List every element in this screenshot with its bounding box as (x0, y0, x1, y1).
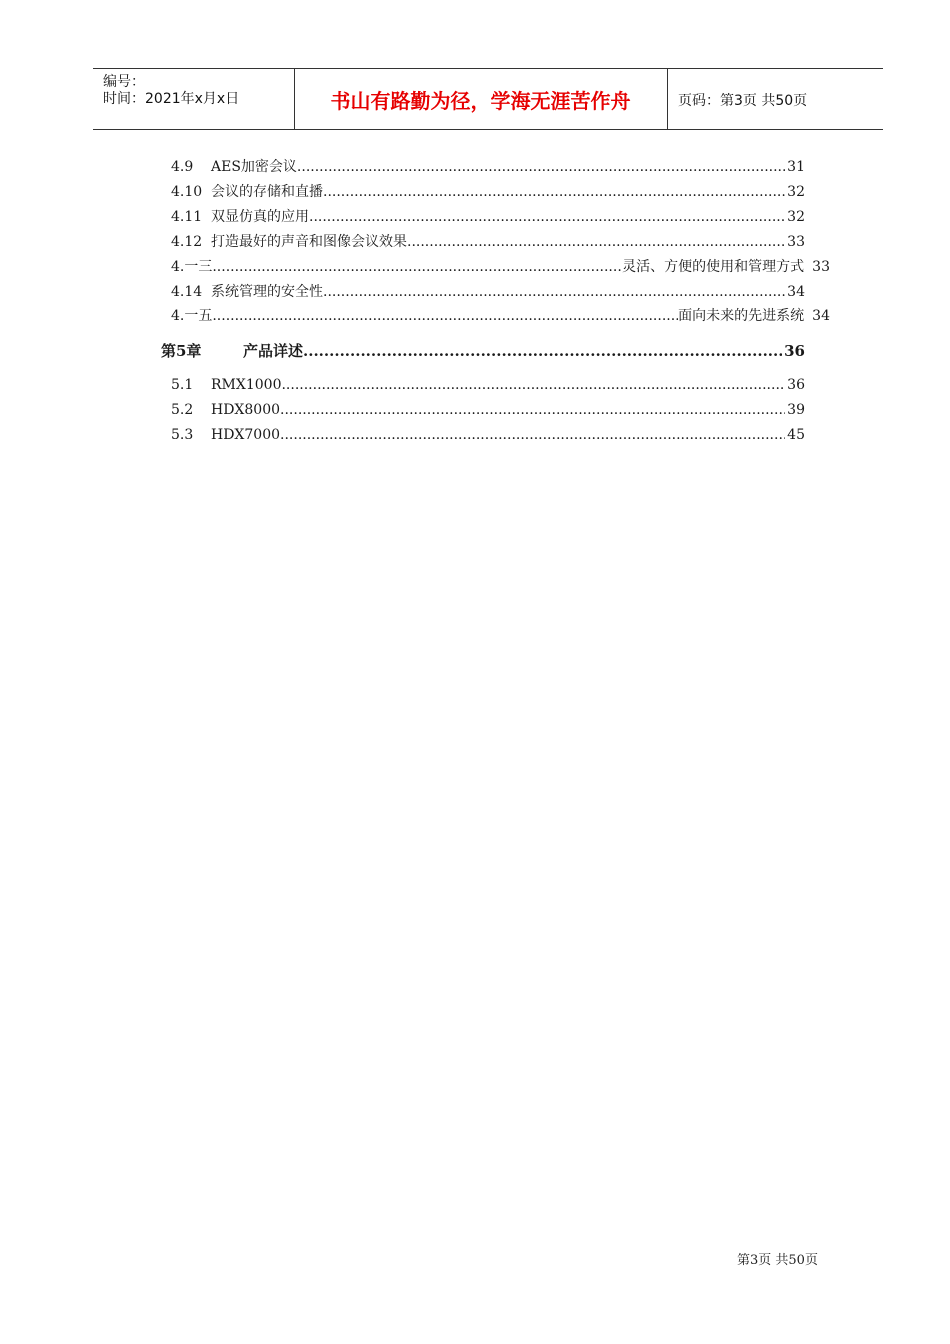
toc-entry[interactable] (171, 207, 805, 227)
toc-chapter-title: 产品详述 (243, 342, 304, 360)
toc-entry-page: 39 (787, 402, 805, 418)
toc-leader-dots (297, 157, 785, 177)
toc-entry-page: 34 (787, 284, 805, 300)
toc-entry[interactable] (171, 232, 805, 252)
toc-entry[interactable] (171, 375, 805, 395)
header-left-cell (93, 69, 295, 129)
toc-entry-page: 33 (812, 259, 830, 275)
toc-entry-number: 5.1 (171, 377, 194, 393)
toc-leader-dots (280, 400, 785, 420)
toc-entry-number: 4.14 (171, 284, 203, 300)
toc-entry-page: 34 (812, 308, 830, 324)
toc-entry-number: 4.11 (171, 209, 203, 225)
toc-leader-dots (323, 182, 785, 202)
serial-label: 编号： (103, 74, 145, 90)
toc-entry-title: 面向未来的先进系统 (678, 308, 805, 324)
toc-entry-title: 打造最好的声音和图像会议效果 (211, 234, 407, 250)
toc-entry-title: 系统管理的安全性 (211, 284, 323, 300)
toc-entry-page: 33 (787, 234, 805, 250)
toc-entry-number: 5.3 (171, 427, 194, 443)
toc-entry-number: 4.10 (171, 184, 203, 200)
toc-entry-page: 32 (787, 184, 805, 200)
toc-entry-title: HDX8000 (211, 402, 281, 418)
toc-chapter-entry[interactable] (161, 340, 805, 362)
toc-entry-title: HDX7000 (211, 427, 281, 443)
header-right-cell (668, 69, 883, 129)
toc-entry-title: 双显仿真的应用 (211, 209, 309, 225)
toc-entry-number: 4.12 (171, 234, 203, 250)
toc-leader-dots (281, 375, 785, 395)
toc-entry-number: 4.9 (171, 159, 194, 175)
time-label: 时间：2021年x月x日 (103, 91, 240, 107)
toc-chapter-page: 36 (784, 342, 805, 360)
toc-leader-dots (280, 425, 785, 445)
toc-entry[interactable] (171, 157, 805, 177)
toc-leader-dots (309, 207, 785, 227)
toc-entry[interactable] (171, 425, 805, 445)
page-footer: 第3页 共50页 (737, 1253, 818, 1268)
toc-entry-title: RMX1000 (211, 377, 282, 393)
toc-entry-number: 4.一五 (171, 308, 213, 324)
toc-entry-page: 36 (787, 377, 805, 393)
toc-leader-dots (212, 257, 622, 277)
toc-entry[interactable] (171, 400, 805, 420)
toc-entry-title: 灵活、方便的使用和管理方式 (622, 259, 805, 275)
toc-entry[interactable] (171, 282, 805, 302)
header-page-label: 页码：第3页 共50页 (678, 93, 808, 109)
toc-entry[interactable] (171, 306, 830, 326)
header-middle-cell (294, 69, 668, 129)
toc-entry[interactable] (171, 182, 805, 202)
toc-leader-dots (303, 340, 782, 362)
toc-leader-dots (407, 232, 785, 252)
toc-entry-number: 5.2 (171, 402, 194, 418)
toc-leader-dots (212, 306, 678, 326)
toc-entry-title: 会议的存储和直播 (211, 184, 323, 200)
toc-entry-page: 45 (787, 427, 805, 443)
toc-leader-dots (323, 282, 785, 302)
toc-chapter-number: 第5章 (161, 342, 202, 360)
toc-entry-page: 31 (787, 159, 805, 175)
toc-entry-number: 4.一三 (171, 259, 213, 275)
toc-entry-title: AES加密会议 (211, 159, 297, 175)
toc-entry-page: 32 (787, 209, 805, 225)
header-motto: 书山有路勤为径，学海无涯苦作舟 (330, 89, 631, 113)
page-header (93, 68, 883, 130)
toc-entry[interactable] (171, 257, 830, 277)
